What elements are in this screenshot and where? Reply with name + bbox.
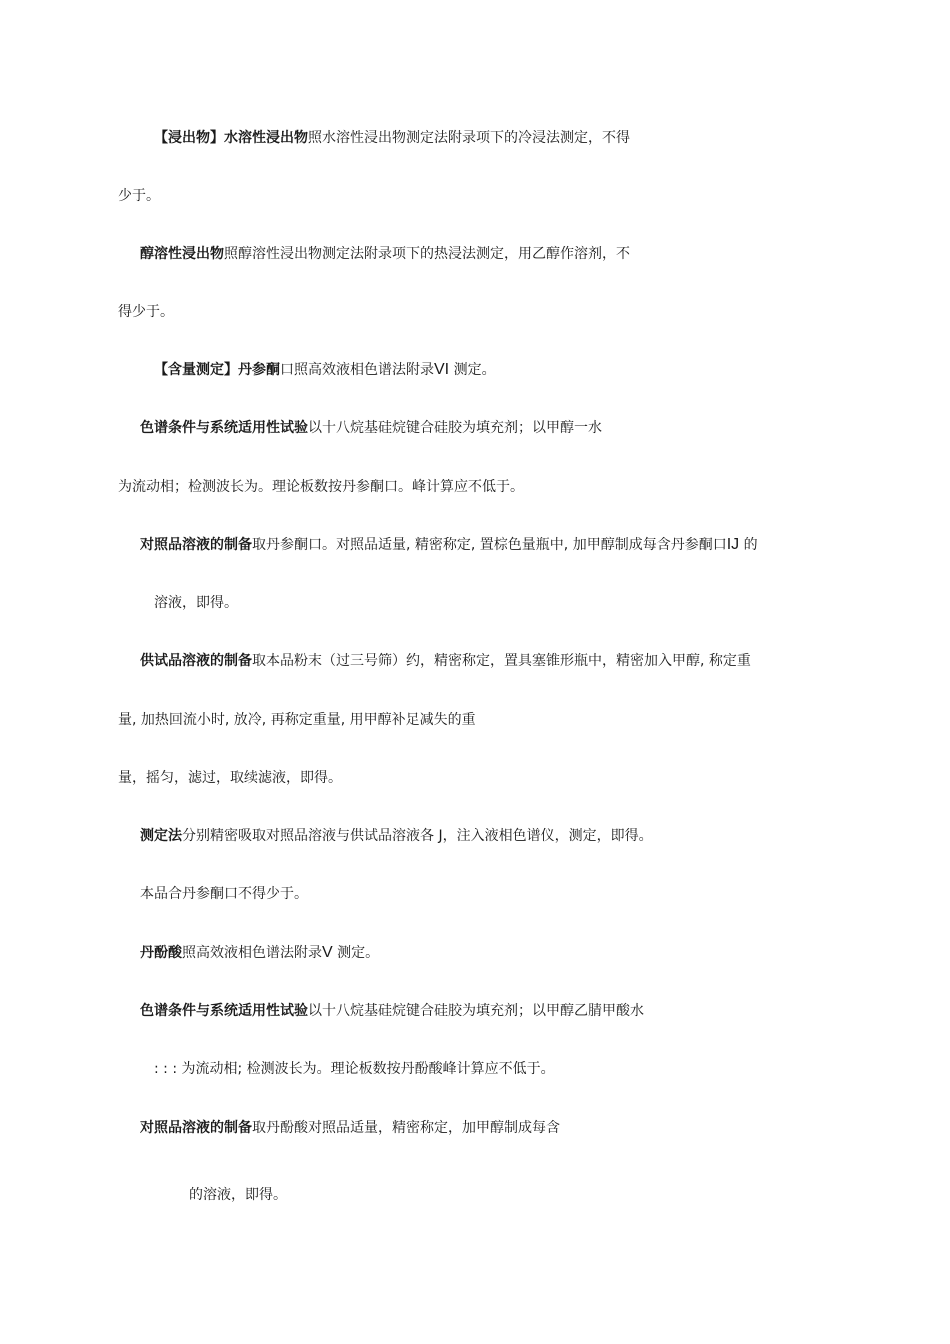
paragraph-chromatography-2	[140, 1002, 644, 1020]
paragraph-continuation	[154, 1060, 555, 1078]
paragraph-assay-heading	[154, 361, 496, 379]
paragraph-continuation	[118, 187, 160, 205]
paragraph-sample-prep	[140, 652, 751, 670]
body-text: 测定。	[332, 945, 380, 961]
heading-bold: 【浸出物】水溶性浸出物	[154, 130, 308, 146]
body-text: 的溶液，即得。	[189, 1187, 287, 1203]
body-text: 口照高效液相色谱法附录	[280, 362, 434, 378]
body-text: 以十八烷基硅烷键合硅胶为填充剂；以甲醇乙腈甲酸水	[308, 1003, 644, 1019]
paragraph-continuation	[118, 711, 476, 729]
body-text: 得少于。	[118, 304, 174, 320]
body-text: 照水溶性浸出物测定法附录项下的冷浸法测定，不得	[308, 130, 630, 146]
body-text: 照醇溶性浸出物测定法附录项下的热浸法测定，用乙醇作溶剂，不	[224, 246, 630, 262]
body-text: 测定。	[449, 362, 496, 378]
paragraph-extract-water	[154, 129, 630, 147]
body-text: 照高效液相色谱法附录	[182, 945, 322, 961]
body-text: : : : 为流动相; 检测波长为。理论板数按丹酚酸峰计算应不低于。	[154, 1061, 555, 1077]
heading-bold: 色谱条件与系统适用性试验	[140, 420, 308, 436]
paragraph-continuation	[189, 1186, 287, 1204]
paragraph-chromatography-1	[140, 419, 602, 437]
body-text: 取丹酚酸对照品适量，精密称定，加甲醇制成每含	[252, 1120, 560, 1136]
heading-bold: 【含量测定】丹参酮	[154, 362, 280, 378]
paragraph-continuation	[118, 769, 342, 787]
paragraph-extract-alcohol	[140, 245, 630, 263]
paragraph-continuation	[154, 594, 238, 612]
heading-bold: 供试品溶液的制备	[140, 653, 252, 669]
body-text: 量, 加热回流小时, 放冷, 再称定重量, 用甲醇补足减失的重	[118, 712, 476, 728]
body-text: 取本品粉末（过三号筛）约，精密称定，置具塞锥形瓶中，精密加入甲醇, 称定重	[252, 653, 751, 669]
body-text: 取丹参酮口。对照品适量, 精密称定, 置棕色量瓶中, 加甲醇制成每含丹参酮口	[252, 537, 727, 553]
heading-bold: 醇溶性浸出物	[140, 246, 224, 262]
heading-bold: 丹酚酸	[140, 945, 182, 961]
heading-bold: 对照品溶液的制备	[140, 1120, 252, 1136]
heading-bold: 对照品溶液的制备	[140, 537, 252, 553]
heading-bold: 色谱条件与系统适用性试验	[140, 1003, 308, 1019]
body-text: 为流动相；检测波长为。理论板数按丹参酮口。峰计算应不低于。	[118, 479, 524, 495]
paragraph-continuation	[118, 478, 524, 496]
body-text: 以十八烷基硅烷键合硅胶为填充剂；以甲醇一水	[308, 420, 602, 436]
paragraph-limit	[140, 885, 308, 903]
body-text: 溶液，即得。	[154, 595, 238, 611]
body-text: 分别精密吸取对照品溶液与供试品溶液各 J，注入液相色谱仪，测定，即得。	[182, 828, 653, 844]
roman-numeral: VI	[434, 361, 450, 378]
paragraph-continuation	[118, 303, 174, 321]
roman-numeral: V	[322, 944, 333, 961]
paragraph-salvianolic-acid	[140, 944, 379, 962]
body-text: 少于。	[118, 188, 160, 204]
paragraph-method	[140, 827, 653, 845]
paragraph-reference-prep-1	[140, 536, 758, 554]
paragraph-reference-prep-2	[140, 1119, 560, 1137]
body-text: 本品合丹参酮口不得少于。	[140, 886, 308, 902]
heading-bold: 测定法	[140, 828, 182, 844]
body-text: 量，摇匀，滤过，取续滤液，即得。	[118, 770, 342, 786]
roman-numeral: IJ	[726, 536, 740, 553]
body-text: 的	[739, 537, 758, 553]
